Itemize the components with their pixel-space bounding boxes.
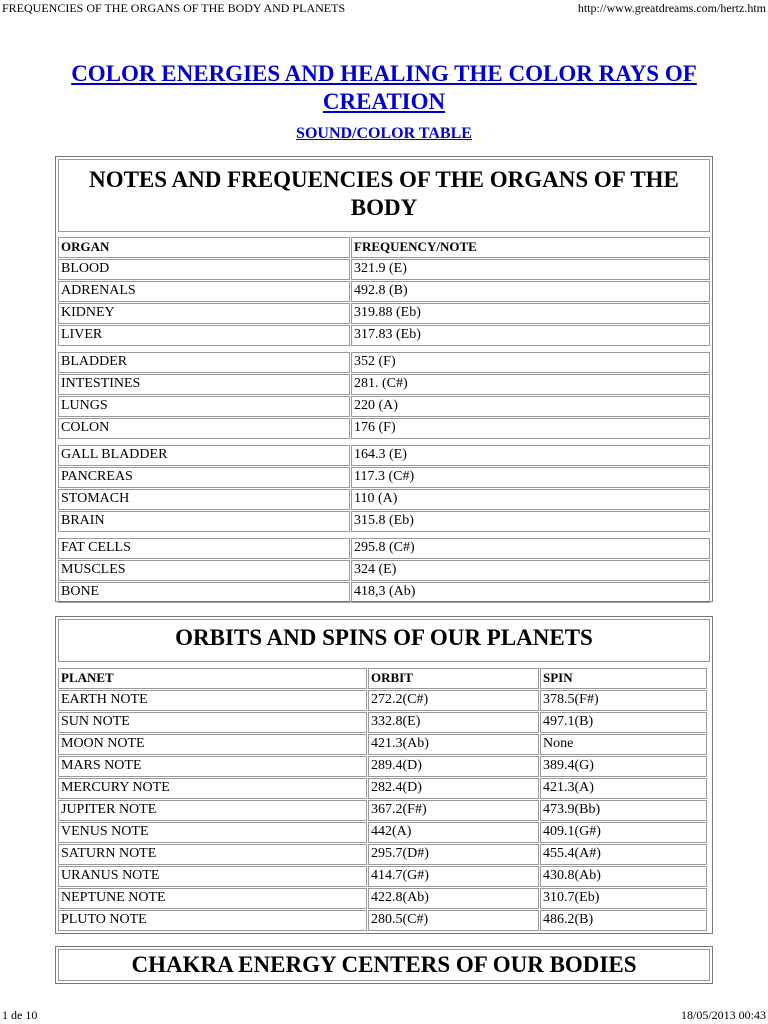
planets-table-cell: 289.4(D): [368, 756, 539, 777]
organs-table-cell: 117.3 (C#): [351, 467, 710, 488]
planets-table: [55, 616, 713, 934]
organs-table-cell: 317.83 (Eb): [351, 325, 710, 346]
organs-table-cell: LUNGS: [58, 396, 350, 417]
planets-table-cell: MOON NOTE: [58, 734, 367, 755]
organs-table-cell: FAT CELLS: [58, 538, 350, 559]
print-timestamp: 18/05/2013 00:43: [680, 1008, 766, 1022]
planets-table-header-cell: PLANET: [58, 668, 367, 689]
organs-table-title-cell: [58, 159, 710, 232]
organs-table-cell: MUSCLES: [58, 560, 350, 581]
planets-table-cell: MERCURY NOTE: [58, 778, 367, 799]
planets-table-cell: JUPITER NOTE: [58, 800, 367, 821]
organs-table-cell: BONE: [58, 582, 350, 603]
page-header-title: FREQUENCIES OF THE ORGANS OF THE BODY AND PLANETS: [2, 1, 346, 15]
planets-table-cell: PLUTO NOTE: [58, 910, 367, 931]
planets-table-cell: 280.5(C#): [368, 910, 539, 931]
organs-table-cell: 321.9 (E): [351, 259, 710, 280]
organs-table-header-cell: FREQUENCY/NOTE: [351, 237, 710, 258]
page-title-link[interactable]: COLOR ENERGIES AND HEALING THE COLOR RAYS OF CREATION: [71, 61, 697, 114]
organs-table: [55, 156, 713, 602]
planets-table-cell: None: [540, 734, 707, 755]
organs-table-cell: ADRENALS: [58, 281, 350, 302]
planets-table-cell: 378.5(F#): [540, 690, 707, 711]
chakra-table-title-cell: [58, 949, 710, 981]
planets-table-cell: 497.1(B): [540, 712, 707, 733]
planets-table-cell: 409.1(G#): [540, 822, 707, 843]
planets-table-cell: 422.8(Ab): [368, 888, 539, 909]
chakra-table-title: CHAKRA ENERGY CENTERS OF OUR BODIES: [131, 952, 637, 977]
planets-table-cell: EARTH NOTE: [58, 690, 367, 711]
organs-table-cell: 281. (C#): [351, 374, 710, 395]
planets-table-cell: 367.2(F#): [368, 800, 539, 821]
organs-table-cell: GALL BLADDER: [58, 445, 350, 466]
organs-table-cell: 492.8 (B): [351, 281, 710, 302]
subtitle-link[interactable]: SOUND/COLOR TABLE: [296, 125, 472, 142]
organs-table-cell: PANCREAS: [58, 467, 350, 488]
organs-table-cell: 220 (A): [351, 396, 710, 417]
planets-table-title-cell: [58, 619, 710, 662]
planets-table-cell: 332.8(E): [368, 712, 539, 733]
planets-table-cell: 421.3(Ab): [368, 734, 539, 755]
planets-table-cell: VENUS NOTE: [58, 822, 367, 843]
organs-table-cell: COLON: [58, 418, 350, 439]
organs-table-cell: 110 (A): [351, 489, 710, 510]
organs-table-cell: 315.8 (Eb): [351, 511, 710, 532]
organs-table-cell: LIVER: [58, 325, 350, 346]
organs-table-header-cell: ORGAN: [58, 237, 350, 258]
planets-table-cell: NEPTUNE NOTE: [58, 888, 367, 909]
planets-table-cell: 421.3(A): [540, 778, 707, 799]
organs-table-cell: 352 (F): [351, 352, 710, 373]
page-header-url: http://www.greatdreams.com/hertz.htm: [577, 1, 766, 15]
organs-table-cell: 324 (E): [351, 560, 710, 581]
page-number: 1 de 10: [2, 1008, 38, 1022]
organs-table-cell: 176 (F): [351, 418, 710, 439]
planets-table-cell: 310.7(Eb): [540, 888, 707, 909]
planets-table-cell: 486.2(B): [540, 910, 707, 931]
planets-table-cell: 442(A): [368, 822, 539, 843]
planets-table-cell: 272.2(C#): [368, 690, 539, 711]
organs-table-cell: BLADDER: [58, 352, 350, 373]
planets-table-cell: 282.4(D): [368, 778, 539, 799]
planets-table-cell: URANUS NOTE: [58, 866, 367, 887]
planets-table-cell: 430.8(Ab): [540, 866, 707, 887]
planets-table-cell: 414.7(G#): [368, 866, 539, 887]
organs-table-cell: KIDNEY: [58, 303, 350, 324]
organs-table-cell: 418,3 (Ab): [351, 582, 710, 603]
planets-table-header-cell: SPIN: [540, 668, 707, 689]
organs-table-cell: 319.88 (Eb): [351, 303, 710, 324]
chakra-table: [55, 946, 713, 984]
planets-table-cell: 455.4(A#): [540, 844, 707, 865]
organs-table-cell: BRAIN: [58, 511, 350, 532]
planets-table-cell: 389.4(G): [540, 756, 707, 777]
organs-table-title: NOTES AND FREQUENCIES OF THE ORGANS OF THE BODY: [89, 167, 679, 220]
organs-table-cell: 164.3 (E): [351, 445, 710, 466]
planets-table-header-cell: ORBIT: [368, 668, 539, 689]
planets-table-cell: 473.9(Bb): [540, 800, 707, 821]
planets-table-cell: 295.7(D#): [368, 844, 539, 865]
planets-table-title: ORBITS AND SPINS OF OUR PLANETS: [175, 625, 593, 650]
planets-table-cell: SUN NOTE: [58, 712, 367, 733]
organs-table-cell: 295.8 (C#): [351, 538, 710, 559]
planets-table-cell: MARS NOTE: [58, 756, 367, 777]
organs-table-cell: STOMACH: [58, 489, 350, 510]
organs-table-cell: INTESTINES: [58, 374, 350, 395]
planets-table-cell: SATURN NOTE: [58, 844, 367, 865]
organs-table-cell: BLOOD: [58, 259, 350, 280]
